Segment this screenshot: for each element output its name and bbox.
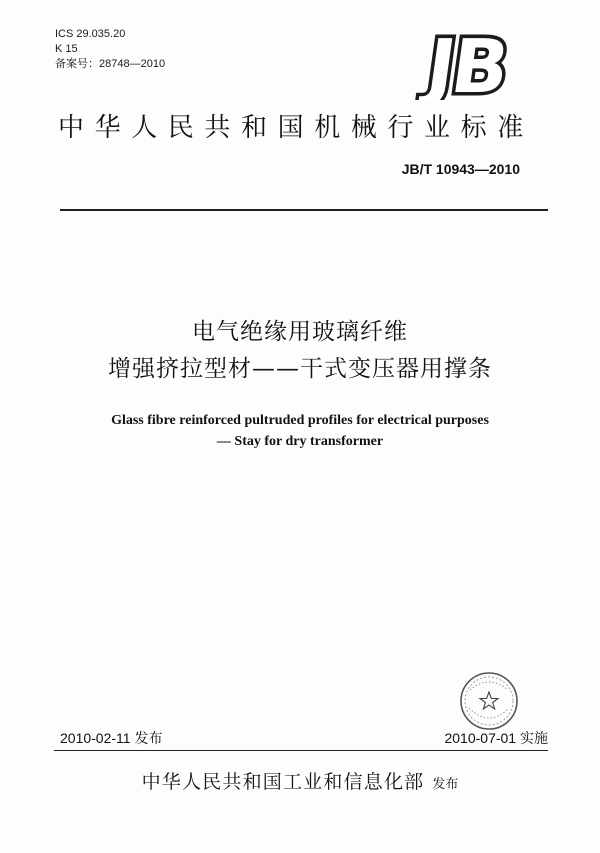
official-seal-stamp	[456, 668, 522, 734]
issue-date: 2010-02-11 发布	[60, 730, 163, 746]
implementation-date: 2010-07-01 实施	[444, 730, 548, 746]
english-title-line-2: — Stay for dry transformer	[216, 434, 384, 449]
jb-logo-graphic	[408, 28, 520, 100]
classification-block	[55, 27, 165, 72]
footer-divider	[54, 750, 548, 751]
jb-logo	[408, 28, 520, 100]
ccs-code: K 15	[55, 43, 78, 55]
ics-code: ICS 29.035.20	[55, 28, 126, 40]
chinese-title-line-1: 电气绝缘用玻璃纤维	[192, 319, 408, 345]
chinese-title-line-2: 增强挤拉型材——干式变压器用撑条	[108, 356, 492, 382]
header-divider	[60, 209, 548, 211]
issuer-name: 中华人民共和国工业和信息化部	[141, 771, 425, 793]
standard-category-title: 中华人民共和国机械行业标准	[58, 113, 534, 143]
jb-logo-text: JB	[421, 28, 512, 100]
standard-number: JB/T 10943—2010	[401, 161, 520, 177]
seal-icon	[456, 668, 522, 734]
english-title-line-1: Glass fibre reinforced pultruded profiles for electrical purposes	[111, 413, 489, 428]
issuer-action: 发布	[432, 777, 459, 792]
record-number: 备案号：28748—2010	[55, 58, 166, 70]
issuing-authority	[0, 767, 600, 794]
